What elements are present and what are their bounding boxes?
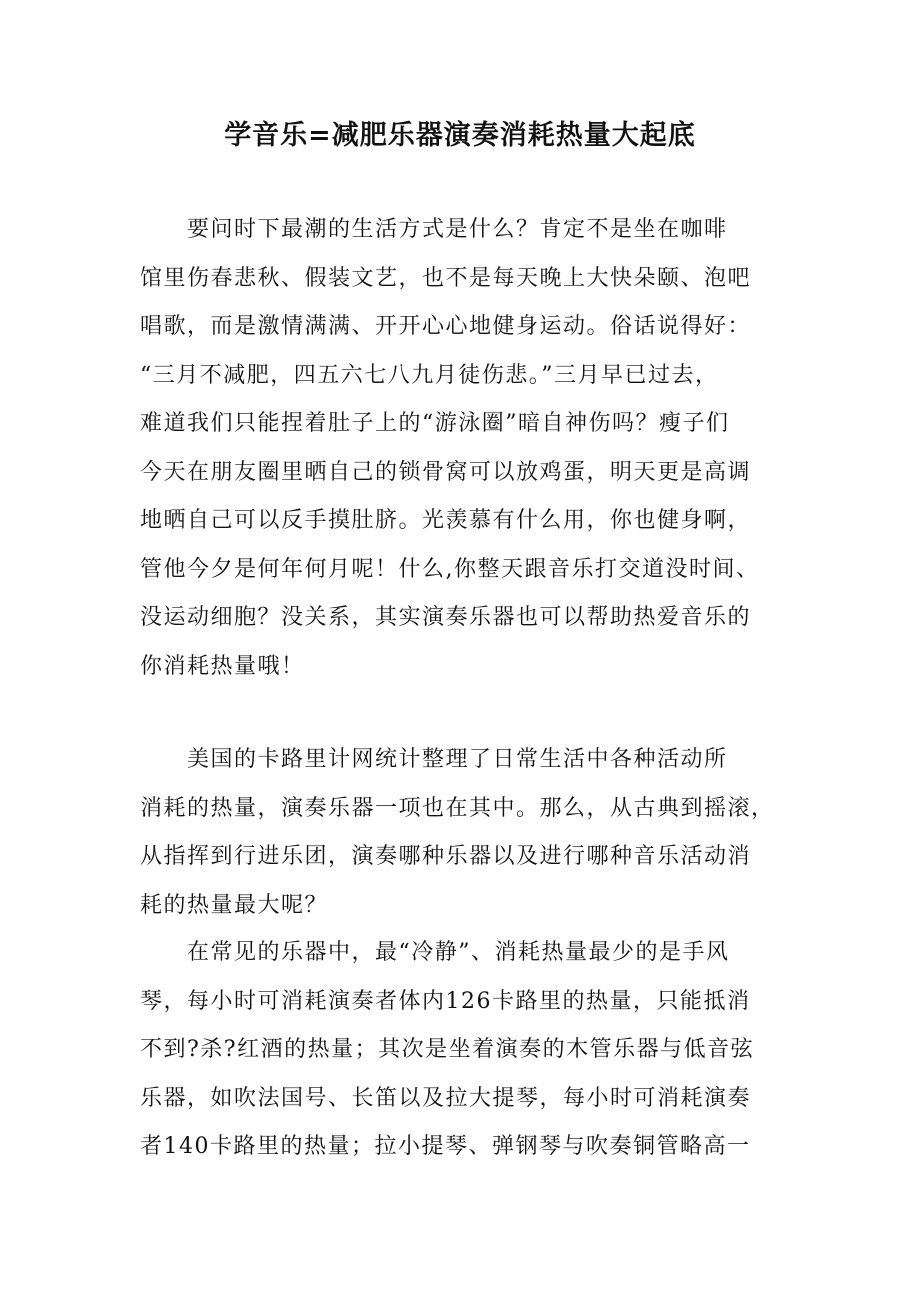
- paragraph-instruments: [140, 929, 754, 1172]
- text-line: 从指挥到行进乐团，演奏哪种乐器以及进行哪种音乐活动消: [140, 844, 752, 869]
- text-line: 不到?杀?红酒的热量；其次是坐着演奏的木管乐器与低音弦: [140, 1037, 755, 1062]
- text-line: 琴，每小时可消耗演奏者体内126卡路里的热量，只能抵消: [140, 988, 751, 1014]
- text-line: 地晒自己可以反手摸肚脐。光羡慕有什么用，你也健身啊，: [140, 508, 752, 533]
- text-line: 美国的卡路里计网统计整理了日常生活中各种活动所: [140, 747, 728, 772]
- document-title: 学音乐=减肥乐器演奏消耗热量大起底: [224, 120, 696, 151]
- paragraph-intro: [140, 206, 760, 691]
- text-line: 难道我们只能捏着肚子上的“游泳圈”暗自神伤吗？瘦子们: [140, 411, 730, 436]
- text-line: 馆里伤春悲秋、假装文艺，也不是每天晚上大快朵颐、泡吧: [140, 265, 752, 291]
- text-line: 唱歌，而是激情满满、开开心心地健身运动。俗话说得好：: [140, 314, 752, 339]
- text-line: 者140卡路里的热量；拉小提琴、弹钢琴与吹奏铜管略高一: [140, 1134, 751, 1159]
- text-line: 在常见的乐器中，最“冷静”、消耗热量最少的是手风: [140, 940, 730, 965]
- text-line: 消耗的热量，演奏乐器一项也在其中。那么，从古典到摇滚，: [140, 795, 775, 821]
- text-line: 你消耗热量哦！: [140, 653, 305, 679]
- text-line: “三月不减肥，四五六七八九月徒伤悲。”三月早已过去，: [140, 362, 719, 388]
- text-line: 今天在朋友圈里晒自己的锁骨窝可以放鸡蛋，明天更是高调: [140, 459, 752, 485]
- text-line: 没运动细胞？没关系，其实演奏乐器也可以帮助热爱音乐的: [140, 605, 752, 630]
- text-line: 耗的热量最大呢？: [140, 892, 329, 918]
- text-line: 管他今夕是何年何月呢！什么,你整天跟音乐打交道没时间、: [140, 556, 760, 582]
- text-line: 乐器，如吹法国号、长笛以及拉大提琴，每小时可消耗演奏: [140, 1085, 752, 1111]
- paragraph-statistics: [140, 736, 775, 930]
- text-line: 要问时下最潮的生活方式是什么？肯定不是坐在咖啡: [140, 217, 728, 242]
